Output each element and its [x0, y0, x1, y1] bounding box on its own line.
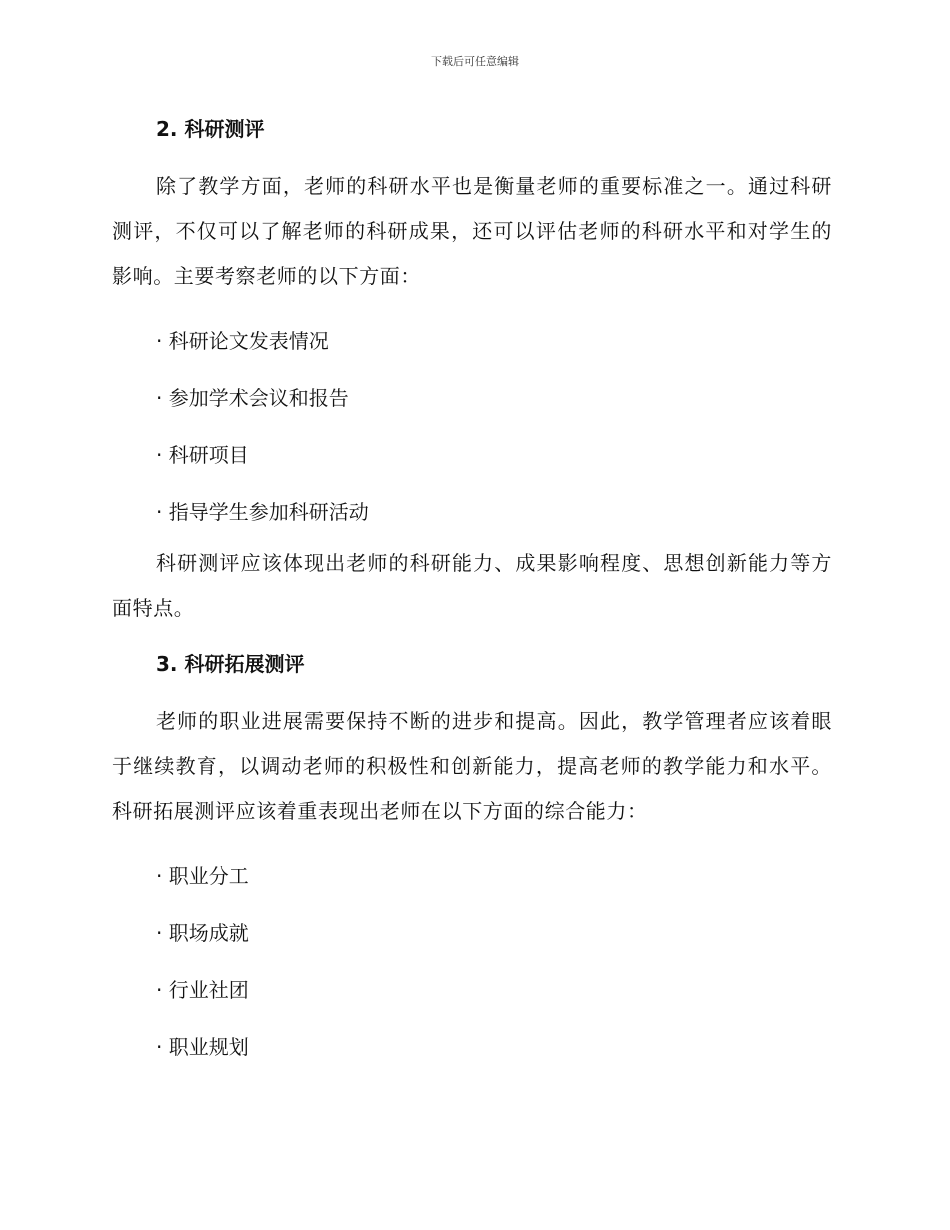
list-item: · 职场成就	[156, 921, 249, 945]
list-item: · 指导学生参加科研活动	[156, 500, 369, 524]
section-heading: 3. 科研拓展测评	[156, 652, 305, 676]
section-intro-paragraph: 除了教学方面，老师的科研水平也是衡量老师的重要标准之一。通过科研测评，不仅可以了解老师的科研成果，还可以评估老师的科研水平和对学生的影响。主要考察老师的以下方面：	[112, 174, 832, 288]
section-research-evaluation	[112, 110, 832, 631]
list-item: · 科研项目	[156, 443, 249, 467]
bullet-list	[112, 848, 832, 1076]
bullet-list	[112, 313, 832, 541]
section-heading: 2. 科研测评	[156, 117, 265, 141]
list-item: · 职业分工	[156, 864, 249, 888]
list-item: · 科研论文发表情况	[156, 329, 329, 353]
section-conclusion-paragraph: 科研测评应该体现出老师的科研能力、成果影响程度、思想创新能力等方面特点。	[112, 551, 832, 620]
document-body	[112, 110, 832, 1076]
list-item: · 职业规划	[156, 1035, 249, 1059]
section-intro-paragraph: 老师的职业进展需要保持不断的进步和提高。因此，教学管理者应该着眼于继续教育，以调动老师的积极性和创新能力，提高老师的教学能力和水平。科研拓展测评应该着重表现出老师在以下方面的综合能力：	[112, 709, 832, 823]
page-header-note: 下载后可任意编辑	[431, 55, 519, 68]
list-item: · 行业社团	[156, 978, 249, 1002]
section-research-extension-evaluation	[112, 645, 832, 1076]
list-item: · 参加学术会议和报告	[156, 386, 349, 410]
